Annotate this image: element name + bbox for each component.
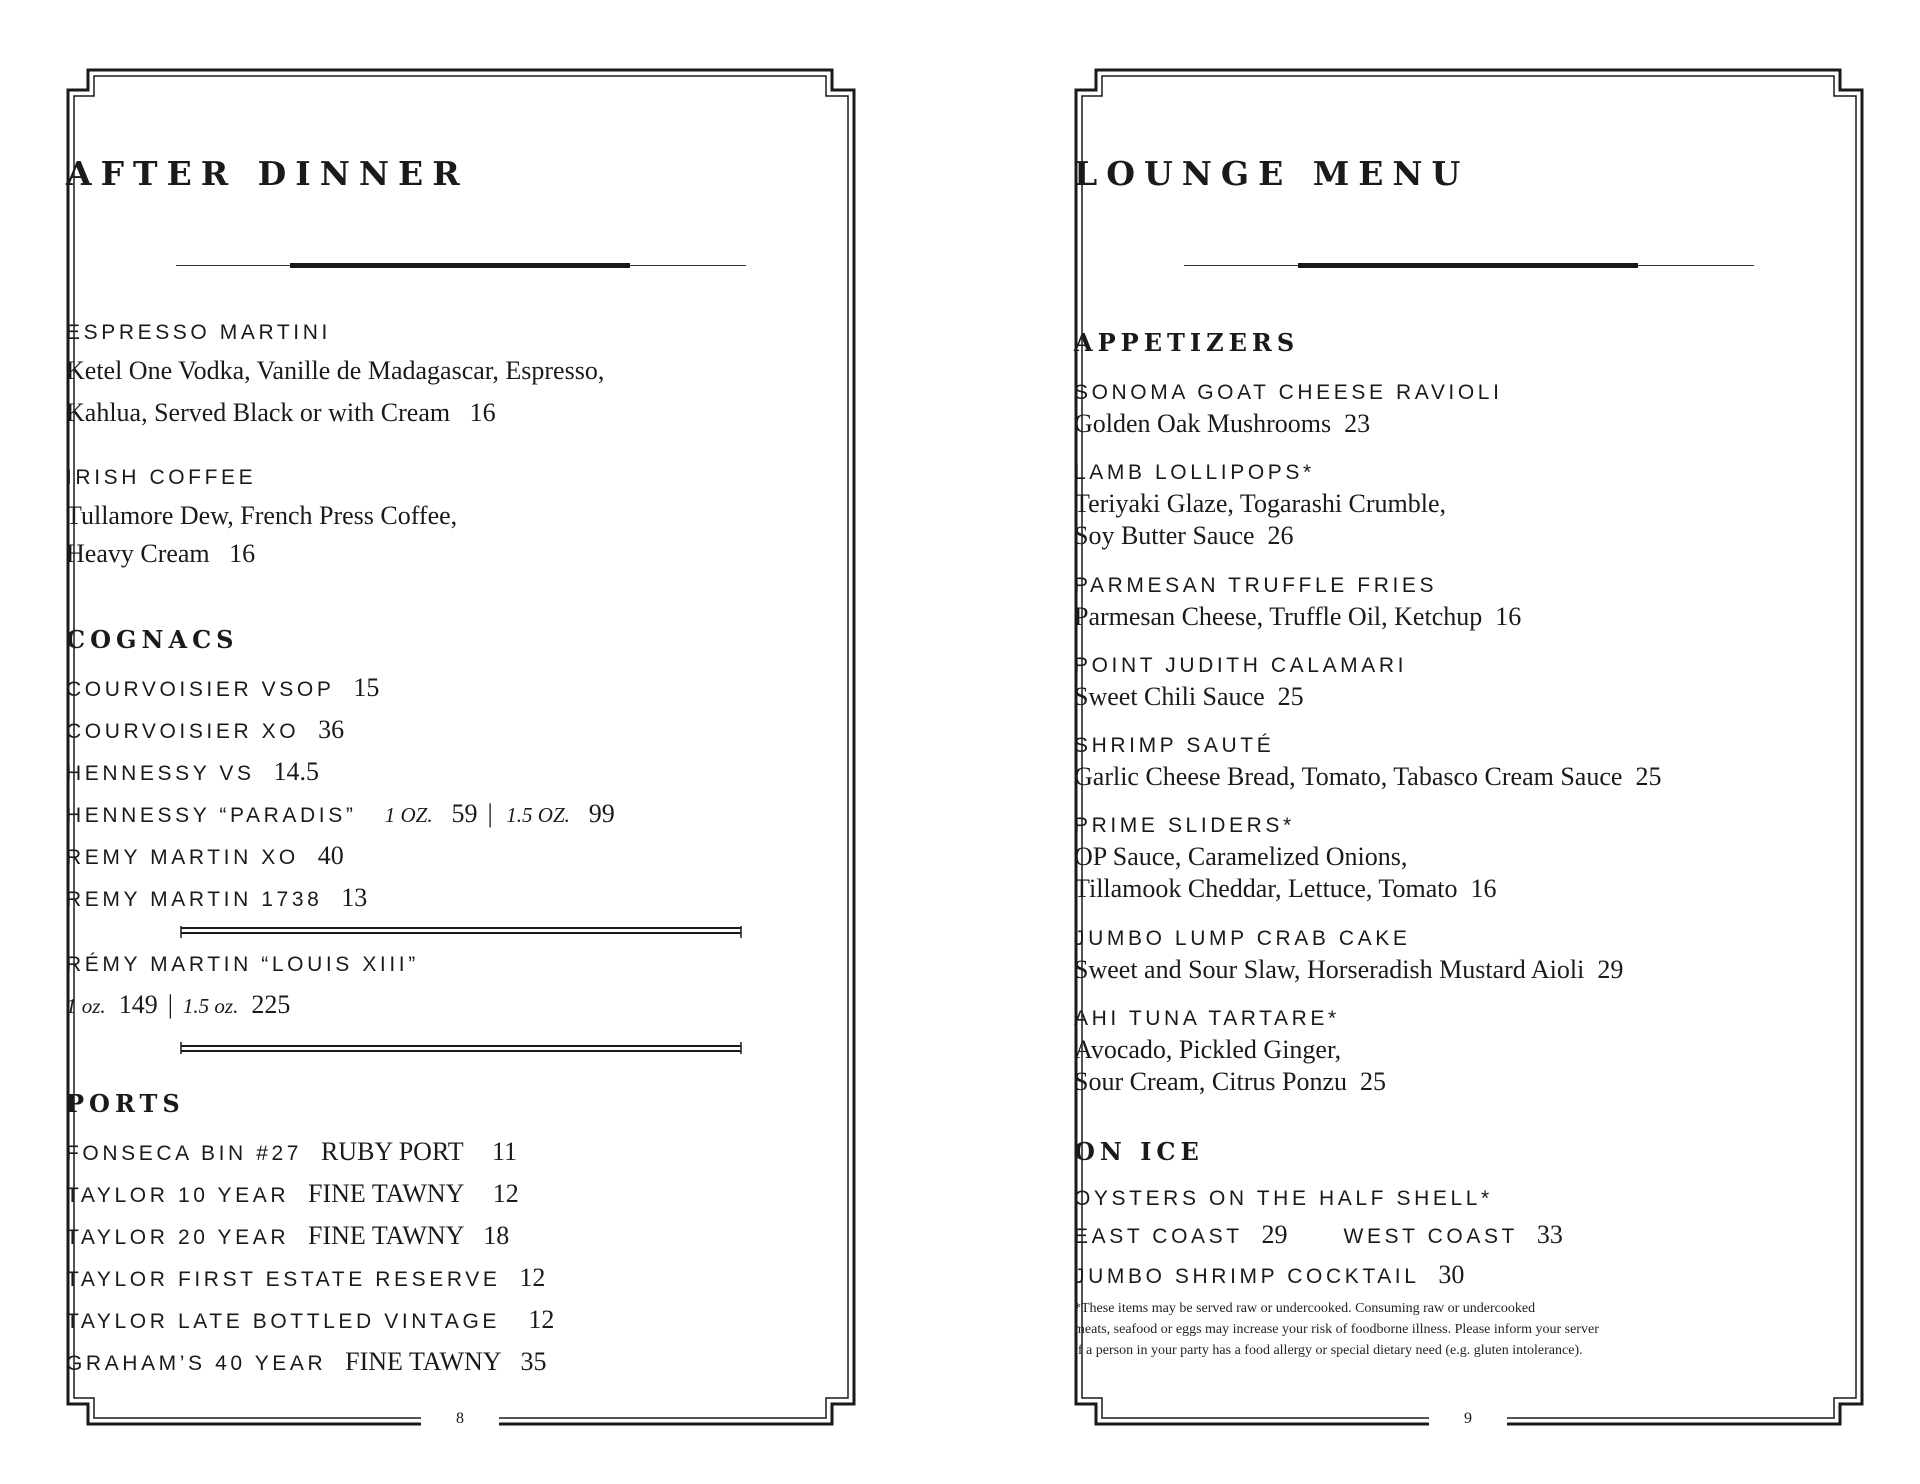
oysters-item <box>1074 1181 1862 1297</box>
list-item: TAYLOR 20 YEAR FINE TAWNY 18 <box>66 1221 510 1250</box>
item-name: PARMESAN TRUFFLE FRIES <box>1074 574 1438 597</box>
item-price: 16 <box>229 539 256 568</box>
appetizer-item <box>1074 731 1862 793</box>
list-item: REMY MARTIN XO 40 <box>66 841 344 870</box>
list-item: COURVOISIER XO 36 <box>66 715 345 744</box>
item-description: Sour Cream, Citrus Ponzu <box>1074 1067 1347 1096</box>
louis-xiii-item <box>66 950 854 1025</box>
appetizers-section <box>1074 323 1862 363</box>
item-price: 16 <box>469 398 496 427</box>
section-heading-cognacs: COGNACS <box>66 625 239 654</box>
irish-coffee-item <box>66 463 854 573</box>
port-list <box>66 1132 854 1384</box>
item-description: Garlic Cheese Bread, Tomato, Tabasco Cream Sauce <box>1074 762 1623 791</box>
item-description: OP Sauce, Caramelized Onions, <box>1074 842 1408 871</box>
cognac-list <box>66 668 854 920</box>
item-price: 26 <box>1267 521 1294 550</box>
item-description: Tillamook Cheddar, Lettuce, Tomato <box>1074 874 1458 903</box>
page-title: AFTER DINNER <box>66 154 469 193</box>
appetizer-item <box>1074 924 1862 986</box>
item-description: Heavy Cream <box>66 539 210 568</box>
list-item: COURVOISIER VSOP 15 <box>66 673 380 702</box>
item-price: 25 <box>1360 1067 1386 1096</box>
title-divider <box>1184 260 1754 272</box>
item-description: Ketel One Vodka, Vanille de Madagascar, Espresso, <box>66 356 605 385</box>
list-item: HENNESSY VS 14.5 <box>66 757 319 786</box>
ports-section <box>66 1084 854 1124</box>
item-name: ESPRESSO MARTINI <box>66 321 331 344</box>
item-description: Sweet Chili Sauce <box>1074 682 1265 711</box>
item-name: IRISH COFFEE <box>66 466 257 489</box>
item-price: 16 <box>1495 602 1522 631</box>
item-price: 25 <box>1635 762 1662 791</box>
list-item: GRAHAM’S 40 YEAR FINE TAWNY 35 <box>66 1347 547 1376</box>
item-description: Sweet and Sour Slaw, Horseradish Mustard Aioli <box>1074 955 1585 984</box>
item-price: 23 <box>1344 409 1371 438</box>
on-ice-section <box>1074 1132 1862 1172</box>
appetizer-item <box>1074 811 1862 905</box>
shrimp-cocktail-item: JUMBO SHRIMP COCKTAIL 30 <box>1074 1260 1465 1289</box>
item-name: POINT JUDITH CALAMARI <box>1074 654 1408 677</box>
list-item: FONSECA BIN #27 RUBY PORT 11 <box>66 1137 517 1166</box>
item-name: JUMBO LUMP CRAB CAKE <box>1074 927 1411 950</box>
appetizer-item <box>1074 651 1862 713</box>
cognacs-section <box>66 620 854 660</box>
appetizer-item <box>1074 458 1862 552</box>
item-price: 16 <box>1470 874 1497 903</box>
allergy-footnote: *These items may be served raw or undercooked. Consuming raw or undercooked meats, seafood or eggs may increase your risk of foodborne illness. Please inform your server if a person in your party has a food allergy or special dietary need (e.g. gluten intolerance). <box>1074 1301 1599 1358</box>
item-pricing: 1 oz. 149 | 1.5 oz. 225 <box>66 990 291 1019</box>
section-heading-on-ice: ON ICE <box>1074 1137 1204 1166</box>
item-description: Tullamore Dew, French Press Coffee, <box>66 501 458 530</box>
page-number: 9 <box>1464 1410 1472 1427</box>
section-heading-ports: PORTS <box>66 1089 185 1118</box>
item-price: 29 <box>1597 955 1624 984</box>
item-name: SHRIMP SAUTÉ <box>1074 734 1275 757</box>
menu-page-after-dinner <box>66 66 854 1428</box>
list-item: TAYLOR 10 YEAR FINE TAWNY 12 <box>66 1179 519 1208</box>
item-name: PRIME SLIDERS* <box>1074 814 1295 837</box>
page-number: 8 <box>456 1410 464 1427</box>
item-description: Teriyaki Glaze, Togarashi Crumble, <box>1074 489 1447 518</box>
oyster-prices: EAST COAST 29 WEST COAST 33 <box>1074 1220 1563 1249</box>
appetizer-item <box>1074 571 1862 633</box>
item-description: Avocado, Pickled Ginger, <box>1074 1035 1342 1064</box>
box-divider-bottom <box>178 1042 744 1054</box>
list-item: TAYLOR LATE BOTTLED VINTAGE 12 <box>66 1305 555 1334</box>
item-name: LAMB LOLLIPOPS* <box>1074 461 1315 484</box>
item-description: Kahlua, Served Black or with Cream <box>66 398 451 427</box>
box-divider-top <box>178 926 744 938</box>
title-divider <box>176 260 746 272</box>
item-name: RÉMY MARTIN “LOUIS XIII” <box>66 953 419 976</box>
item-description: Golden Oak Mushrooms <box>1074 409 1332 438</box>
item-description: Soy Butter Sauce <box>1074 521 1255 550</box>
item-price: 25 <box>1277 682 1304 711</box>
item-name: AHI TUNA TARTARE* <box>1074 1007 1340 1030</box>
list-item: TAYLOR FIRST ESTATE RESERVE 12 <box>66 1263 546 1292</box>
appetizer-item <box>1074 378 1862 440</box>
item-name: OYSTERS ON THE HALF SHELL* <box>1074 1187 1493 1210</box>
espresso-martini-item <box>66 318 854 432</box>
list-item: HENNESSY “PARADIS” 1 OZ. 59 | 1.5 OZ. 99 <box>66 799 615 828</box>
item-name: SONOMA GOAT CHEESE RAVIOLI <box>1074 381 1503 404</box>
list-item: REMY MARTIN 1738 13 <box>66 883 368 912</box>
page-title: LOUNGE MENU <box>1074 154 1470 193</box>
item-description: Parmesan Cheese, Truffle Oil, Ketchup <box>1074 602 1483 631</box>
appetizer-item <box>1074 1004 1862 1098</box>
section-heading-appetizers: APPETIZERS <box>1074 328 1300 357</box>
menu-page-lounge <box>1074 66 1862 1428</box>
